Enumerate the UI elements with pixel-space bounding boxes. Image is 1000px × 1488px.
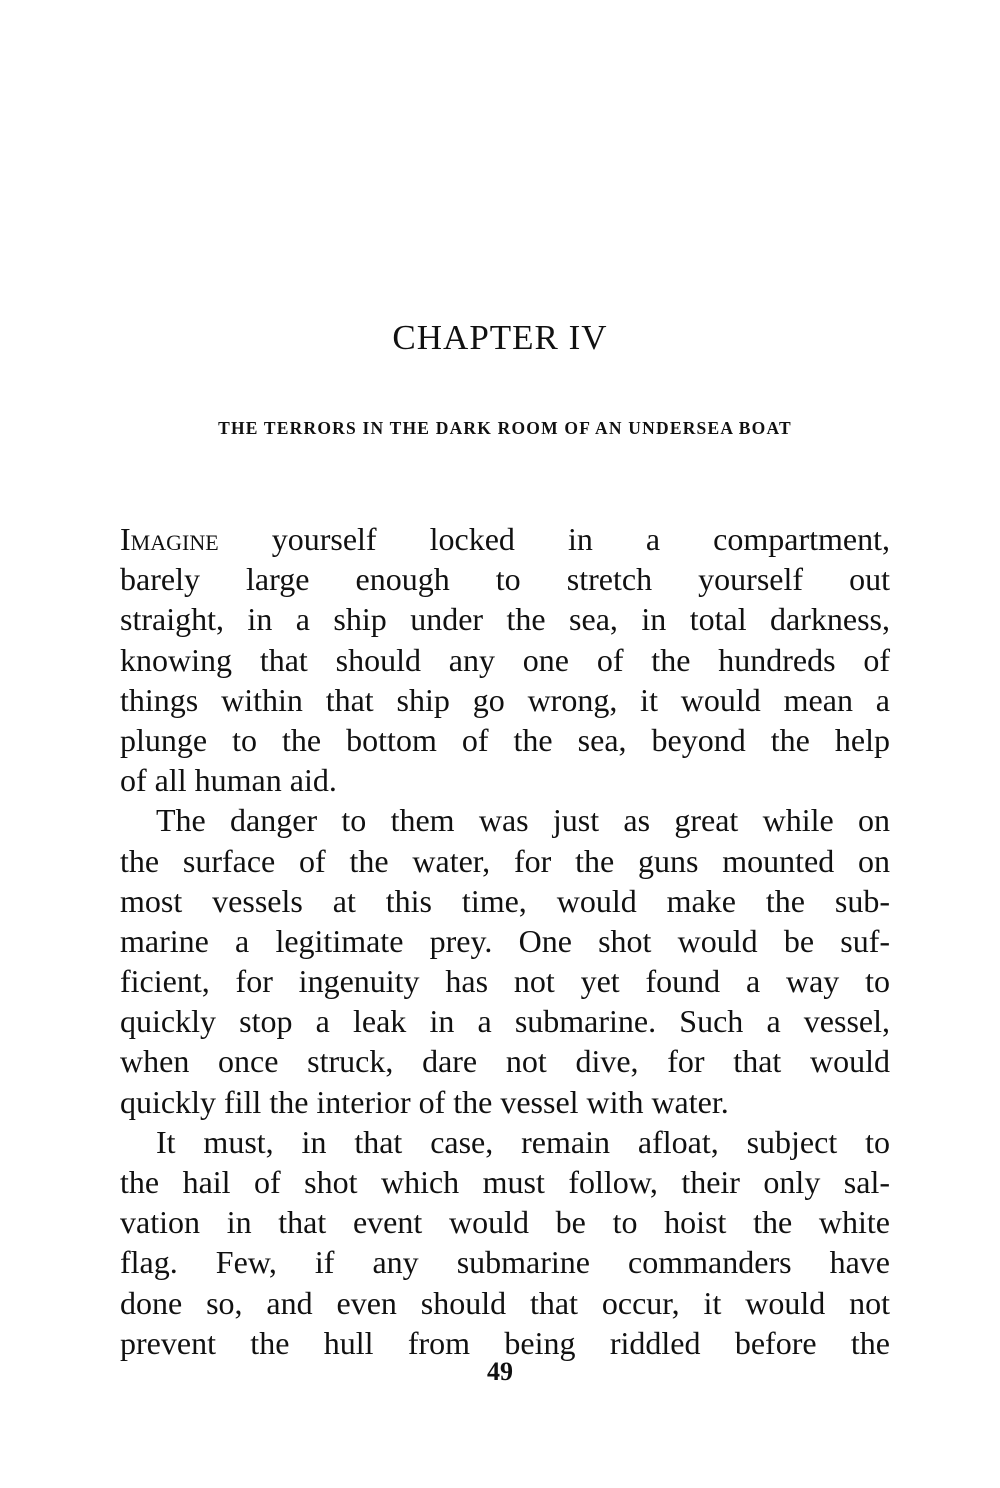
lead-word: Imagine xyxy=(120,521,219,557)
text-line: flag. Few, if any submarine commanders have xyxy=(120,1244,890,1281)
text-line: ficient, for ingenuity has not yet found a way to xyxy=(120,963,890,1000)
text-line: knowing that should any one of the hundreds of xyxy=(120,641,890,678)
text-line xyxy=(120,519,890,559)
text-line: the surface of the water, for the guns mounted on xyxy=(120,842,890,879)
text-line: straight, in a ship under the sea, in total darkness, xyxy=(120,601,890,638)
text-line: of all human aid. xyxy=(120,762,337,799)
text-line: It must, in that case, remain afloat, subject to xyxy=(156,1123,890,1160)
text-line: the hail of shot which must follow, their only sal- xyxy=(120,1164,890,1200)
text-line-content: yourself locked in a compartment, xyxy=(218,521,890,557)
text-line: done so, and even should that occur, it would not xyxy=(120,1284,890,1321)
body-text xyxy=(120,519,890,1363)
text-line: The danger to them was just as great while on xyxy=(156,802,890,839)
text-line: barely large enough to stretch yourself out xyxy=(120,561,890,598)
page-number: 49 xyxy=(487,1357,513,1386)
text-line: vation in that event would be to hoist the white xyxy=(120,1204,890,1241)
text-line: quickly stop a leak in a submarine. Such a vessel, xyxy=(120,1003,890,1040)
text-line: things within that ship go wrong, it would mean a xyxy=(120,681,890,718)
text-line: prevent the hull from being riddled before the xyxy=(120,1324,890,1361)
chapter-subtitle: THE TERRORS IN THE DARK ROOM OF AN UNDERSEA BOAT xyxy=(218,418,792,438)
chapter-heading: CHAPTER IV xyxy=(392,318,608,357)
text-line: marine a legitimate prey. One shot would be suf- xyxy=(120,922,890,959)
text-line: quickly fill the interior of the vessel with water. xyxy=(120,1083,729,1120)
text-line: most vessels at this time, would make the sub- xyxy=(120,882,890,919)
text-line: plunge to the bottom of the sea, beyond the help xyxy=(120,721,890,758)
text-line: when once struck, dare not dive, for that would xyxy=(120,1043,890,1080)
